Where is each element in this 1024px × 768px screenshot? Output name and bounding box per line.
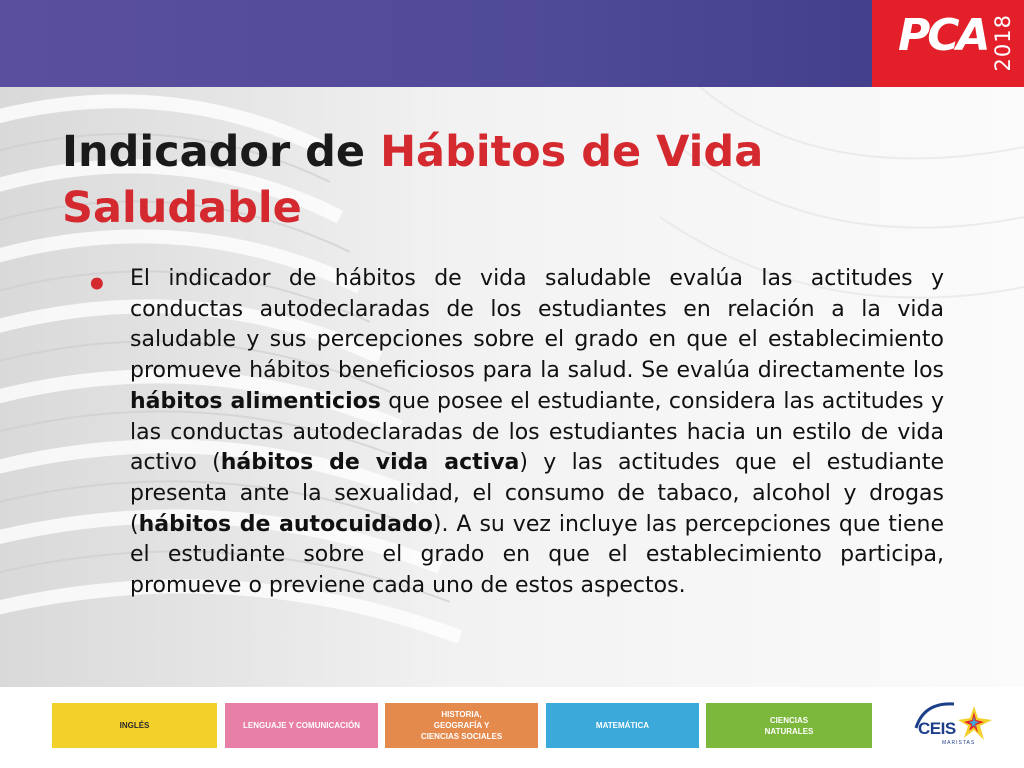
body-text-1: El indicador de hábitos de vida saludable evalúa las actitudes y conductas autodeclaradas de los estudiantes en relación a la vida saludable y sus percepciones sobre el grado en que el establecimiento promueve hábitos beneficiosos para la salud. Se evalúa directamente los xyxy=(130,266,944,384)
body-paragraph xyxy=(130,264,944,602)
subject-matematica: MATEMÁTICA xyxy=(546,703,699,748)
pca-logo-text: PCA xyxy=(898,10,988,61)
title-accent: Hábitos de Vida Saludable xyxy=(62,127,764,233)
subject-ingles: INGLÉS xyxy=(52,703,217,748)
body-text-4: ). A su vez incluye las percepciones que tiene el estudiante sobre el grado en que el establecimiento participa, promueve o previene cada uno de estos aspectos. xyxy=(130,511,944,599)
subject-historia: HISTORIA, GEOGRAFÍA Y CIENCIAS SOCIALES xyxy=(385,703,538,748)
pca-logo-year: 2018 xyxy=(991,14,1015,72)
ceis-logo-text: CEIS xyxy=(918,719,956,738)
ceis-logo xyxy=(912,698,996,754)
body-bold-3: hábitos de autocuidado xyxy=(138,511,433,537)
header-bar xyxy=(0,0,1024,87)
body-bold-2: hábitos de vida activa xyxy=(220,450,520,476)
title-part1: Indicador de xyxy=(62,127,381,177)
slide-title xyxy=(62,124,902,236)
subject-ciencias: CIENCIAS NATURALES xyxy=(706,703,872,748)
subject-lenguaje: LENGUAJE Y COMUNICACIÓN xyxy=(225,703,378,748)
bullet-icon: • xyxy=(86,265,108,305)
body-text-3: ) y las actitudes que el estudiante presenta ante la sexualidad, el consumo de tabaco, alcohol y drogas ( xyxy=(130,450,945,537)
body-text-2: que posee el estudiante, considera las actitudes y las conductas autodeclaradas de los estudiantes hacia un estilo de vida activo ( xyxy=(130,388,944,476)
ceis-logo-sub: MARISTAS xyxy=(942,740,976,746)
body-bold-1: hábitos alimenticios xyxy=(130,388,381,414)
pca-logo xyxy=(872,0,1024,87)
